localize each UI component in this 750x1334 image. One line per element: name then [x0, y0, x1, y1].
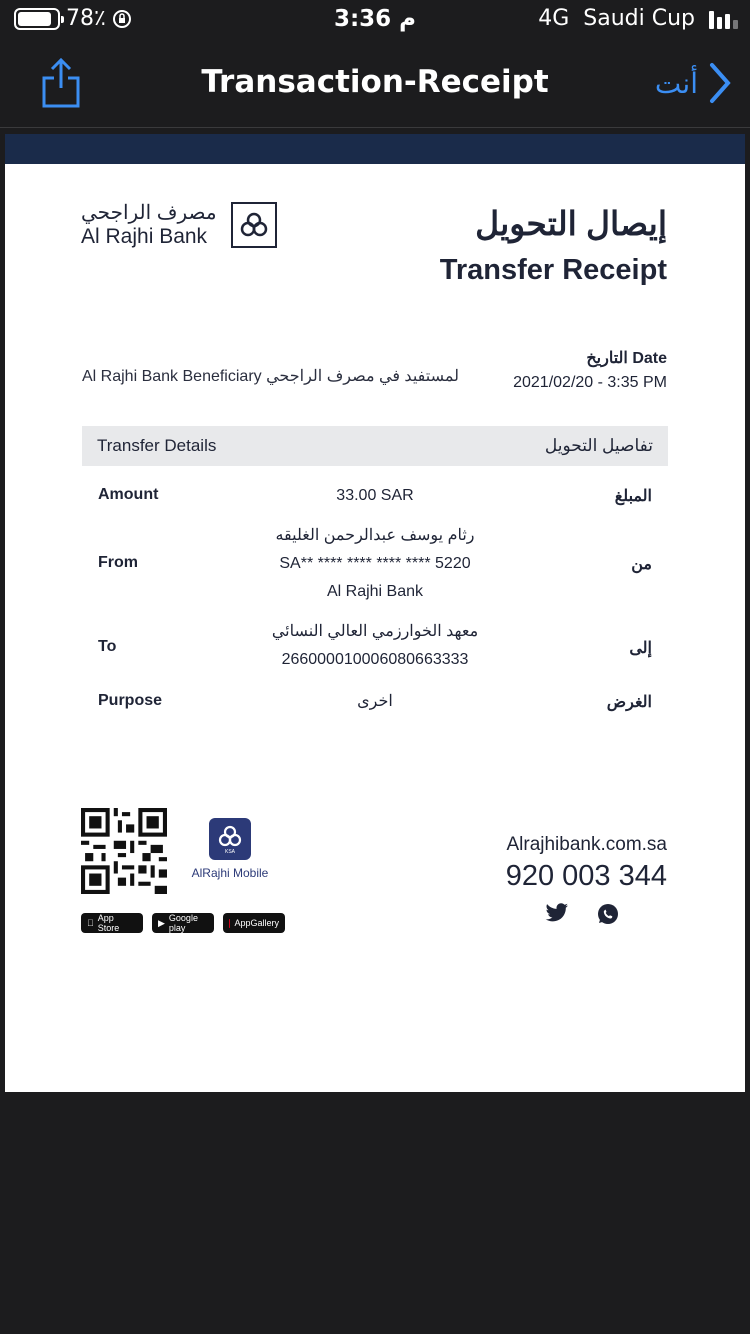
store-badges [81, 913, 285, 933]
date-label: التاريخ Date [586, 350, 667, 367]
detail-row-to [82, 618, 668, 674]
detail-label-en: Purpose [98, 692, 163, 709]
detail-label-en: To [98, 638, 117, 655]
details-title-en: Transfer Details [97, 436, 217, 455]
whatsapp-icon[interactable] [597, 903, 619, 925]
detail-row-purpose [82, 688, 668, 716]
receipt-title-en: Transfer Receipt [439, 254, 667, 286]
detail-value: معهد الخوارزمي العالي النسائي [271, 623, 479, 640]
page-title: Transaction-Receipt [201, 64, 549, 100]
details-title-ar: تفاصيل التحويل [544, 436, 653, 455]
twitter-icon[interactable] [545, 903, 569, 923]
apple-icon [87, 918, 94, 928]
signal-icon [709, 9, 738, 29]
detail-value: Al Rajhi Bank [326, 583, 424, 600]
phone-number[interactable]: 920 003 344 [505, 860, 667, 892]
beneficiary-type: Al Rajhi Bank Beneficiary لمستفيد في مصرف الراجحي [82, 368, 459, 385]
date-value: 2021/02/20 - 3:35 PM [513, 374, 667, 391]
social-links [506, 903, 667, 925]
battery-percent: 78٪ [66, 6, 106, 31]
app-gallery-badge[interactable]: AppGallery [223, 913, 285, 933]
app-name: AlRajhi Mobile [191, 866, 269, 880]
detail-label-ar: إلى [629, 640, 652, 657]
next-button[interactable] [655, 62, 732, 104]
bank-name-en: Al Rajhi Bank [81, 225, 208, 248]
detail-value: 33.00 SAR [336, 487, 414, 504]
app-icon [209, 818, 251, 860]
network-type: 4G [538, 6, 570, 31]
play-icon: ▶ [158, 917, 165, 928]
receipt-title-ar: إيصال التحويل [475, 205, 667, 242]
detail-value: اخرى [357, 693, 393, 710]
google-play-badge[interactable]: ▶ Google play [152, 913, 214, 933]
navigation-bar [0, 42, 750, 128]
detail-label-ar: الغرض [606, 694, 652, 711]
detail-label-en: Amount [98, 486, 159, 503]
detail-value: رثام يوسف عبدالرحمن الغليقه [275, 527, 475, 544]
detail-value: 266000010006080663333 [281, 651, 469, 668]
detail-label-en: From [98, 554, 138, 571]
transfer-details-header [82, 426, 668, 466]
status-bar [0, 0, 750, 42]
qr-code-icon [81, 808, 167, 894]
app-store-badge[interactable]: App Store [81, 913, 143, 933]
status-time: 3:36 م [333, 6, 417, 32]
website-link[interactable]: Alrajhibank.com.sa [506, 834, 667, 855]
header-band [5, 134, 745, 164]
app-promo [81, 808, 285, 933]
app-info [185, 818, 275, 880]
detail-row-amount [82, 482, 668, 510]
detail-value: SA** **** **** **** **** 5220 [279, 555, 471, 572]
bank-logo [81, 200, 277, 249]
huawei-icon [229, 919, 230, 928]
next-label: أنت [654, 66, 698, 100]
detail-label-ar: المبلغ [614, 488, 652, 505]
detail-label-ar: من [631, 556, 652, 573]
contact-info [506, 834, 667, 925]
bank-logo-icon [231, 202, 277, 248]
detail-row-from [82, 522, 668, 606]
app-badge: KSA [224, 849, 236, 855]
receipt-document [5, 134, 745, 1092]
bank-name-ar: مصرف الراجحي [81, 202, 217, 224]
carrier-name: Saudi Cup [583, 6, 695, 31]
chevron-right-icon [708, 62, 732, 104]
